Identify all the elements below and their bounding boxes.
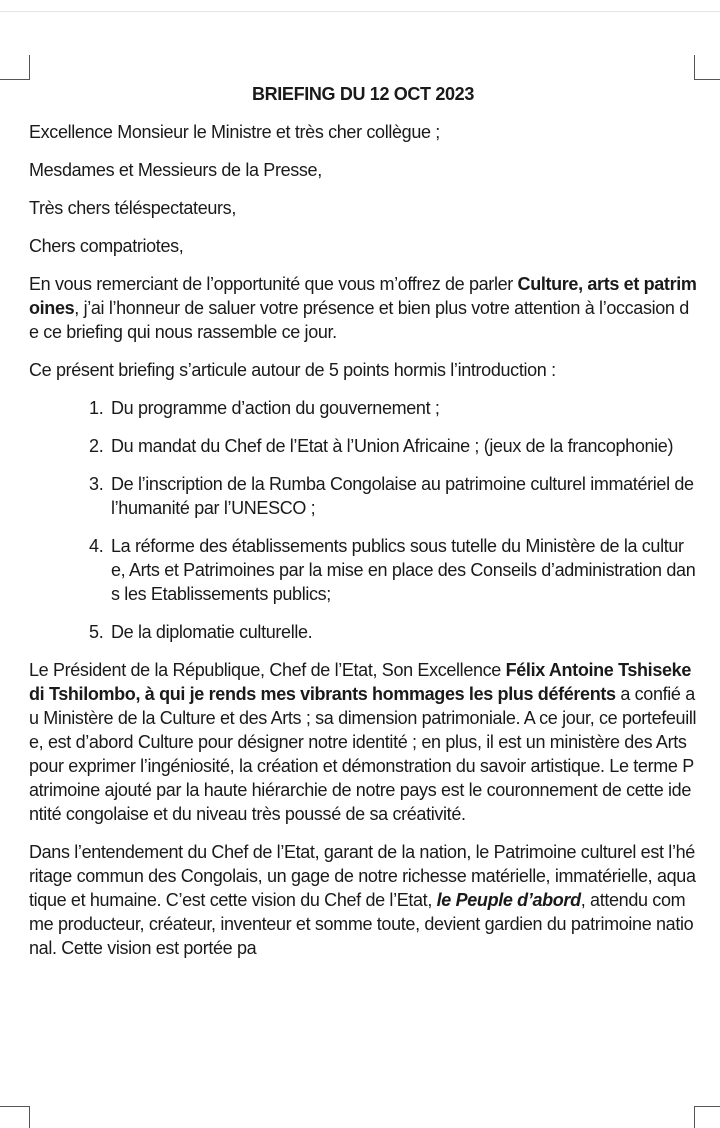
- president-text-start: Le Président de la République, Chef de l’Etat, Son Excellence: [29, 660, 506, 680]
- list-item: 5. De la diplomatie culturelle.: [108, 620, 697, 644]
- salutation-compatriots: Chers compatriotes,: [29, 236, 184, 256]
- document-title: BRIEFING DU 12 OCT 2023: [251, 84, 474, 104]
- page-top-divider: [0, 11, 720, 12]
- heritage-text-end: , attendu comme producteur, créateur, inventeur et somme toute, devient gardien du patrimoine national. Cette vision est portée pa: [29, 890, 694, 958]
- president-text-end: a confié au Ministère de la Culture et des Arts ; sa dimension patrimoniale. A ce jour, ce portefeuille, est d’abord Culture pour désigner notre identité ; en plus, il est un ministère des Arts pour exprimer l’ingéniosité, la création et démonstration du savoir artistique. Le terme Patrimoine ajouté par la haute hiérarchie de notre pays est le couronnement de cette identité congolaise et du niveau très poussé de sa créativité.: [29, 684, 697, 824]
- points-list: [29, 396, 697, 644]
- heritage-text-start: Dans l’entendement du Chef de l’Etat, garant de la nation, le Patrimoine culturel est l’héritage commun des Congolais, un gage de notre richesse matérielle, immatérielle, aquatique et humaine. C’est cette vision du Chef de l’Etat,: [29, 842, 696, 910]
- intro-text-end: , j’ai l’honneur de saluer votre présence et bien plus votre attention à l’occasion de ce briefing qui nous rassemble ce jour.: [29, 298, 689, 342]
- crop-mark-top-left: [0, 55, 30, 80]
- intro-paragraph: [29, 272, 697, 344]
- crop-mark-top-right: [694, 55, 720, 80]
- president-paragraph: [29, 658, 697, 826]
- salutation-minister: Excellence Monsieur le Ministre et très cher collègue ;: [29, 122, 440, 142]
- salutation-viewers: Très chers téléspectateurs,: [29, 198, 236, 218]
- intro-bold-phrase: Culture, arts et patrimoines: [29, 274, 697, 318]
- intro-text-start: En vous remerciant de l’opportunité que vous m’offrez de parler: [29, 274, 518, 294]
- heritage-paragraph: [29, 840, 697, 960]
- list-item: 2. Du mandat du Chef de l’Etat à l’Union Africaine ; (jeux de la francophonie): [108, 434, 697, 458]
- document-page: [29, 82, 697, 974]
- points-intro: Ce présent briefing s’articule autour de 5 points hormis l’introduction :: [29, 360, 556, 380]
- list-item: 3. De l’inscription de la Rumba Congolaise au patrimoine culturel immatériel de l’humanité par l’UNESCO ;: [108, 472, 697, 520]
- list-item: 4. La réforme des établissements publics sous tutelle du Ministère de la culture, Arts et Patrimoines par la mise en place des Conseils d’administration dans les Etablissements publics;: [108, 534, 697, 606]
- salutation-press: Mesdames et Messieurs de la Presse,: [29, 160, 322, 180]
- crop-mark-bottom-right: [694, 1106, 720, 1128]
- crop-mark-bottom-left: [0, 1106, 30, 1128]
- president-name-bold: Félix Antoine Tshisekedi Tshilombo, à qui je rends mes vibrants hommages les plus déférents: [29, 660, 691, 704]
- heritage-bold-italic: le Peuple d’abord: [436, 890, 581, 910]
- list-item: 1. Du programme d’action du gouvernement ;: [108, 396, 697, 420]
